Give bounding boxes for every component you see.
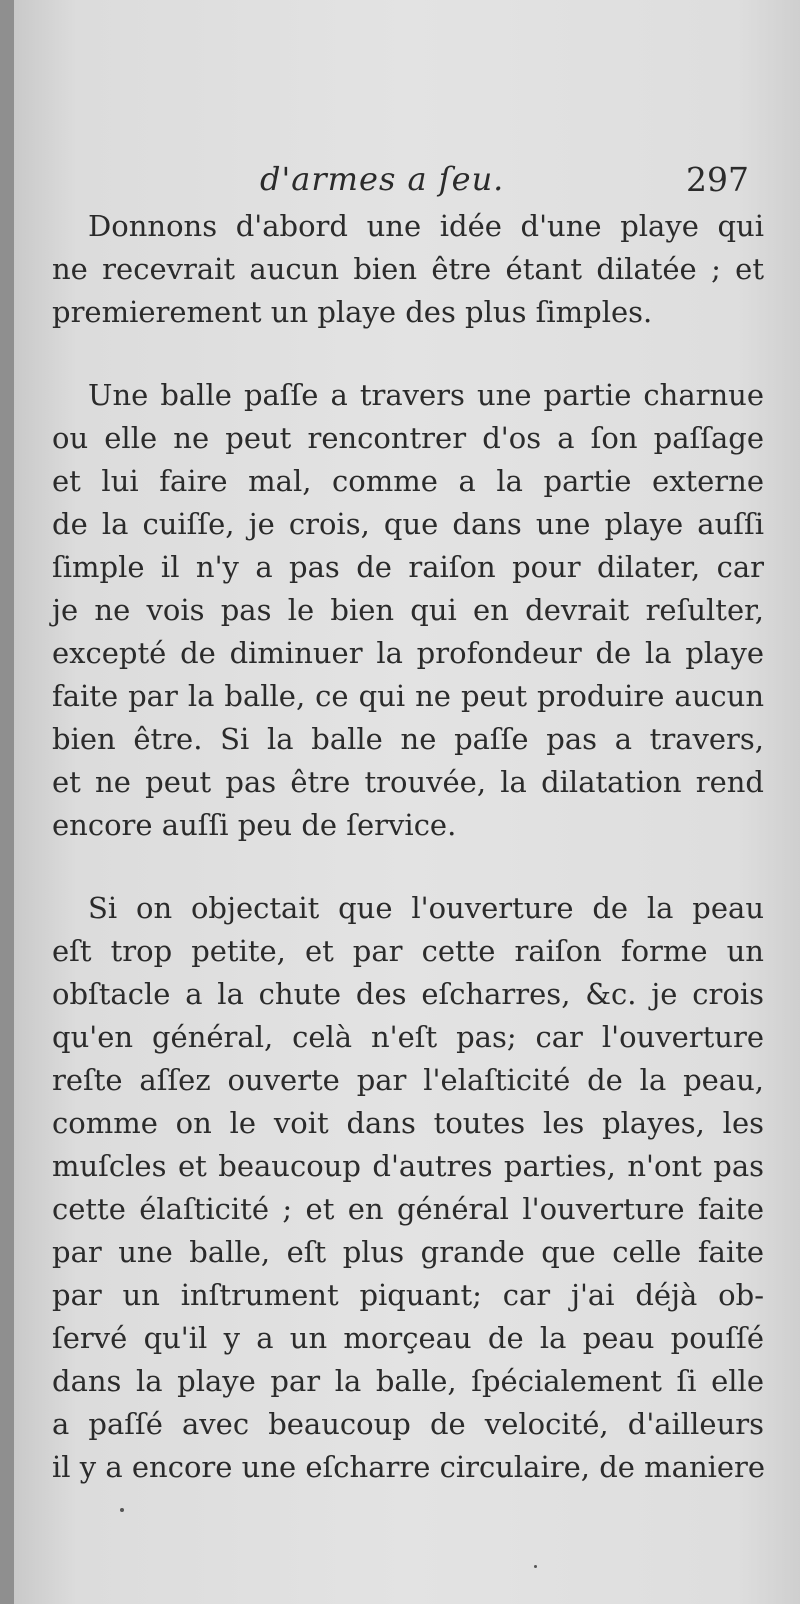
text-line: dans la playe par la balle, ſpécialement ſi elle — [52, 1364, 764, 1398]
book-page — [14, 0, 800, 1604]
text-line: ſimple il n'y a pas de raiſon pour dilater, car — [52, 550, 764, 584]
paper-speck — [120, 1508, 124, 1512]
text-line: qu'en général, celà n'eſt pas; car l'ouverture — [52, 1020, 764, 1054]
text-line: a paſſé avec beaucoup de velocité, d'ailleurs — [52, 1407, 764, 1441]
text-line: Donnons d'abord une idée d'une playe qui — [88, 209, 764, 243]
paragraph — [52, 205, 764, 334]
text-line: muſcles et beaucoup d'autres parties, n'ont pas — [52, 1149, 764, 1183]
text-line: faite par la balle, ce qui ne peut produire aucun — [52, 679, 764, 713]
text-line: excepté de diminuer la profondeur de la playe — [52, 636, 764, 670]
paragraph — [52, 374, 764, 847]
paragraph-gap — [52, 847, 764, 887]
text-line: je ne vois pas le bien qui en devrait reſulter, — [52, 593, 764, 627]
text-line: par un inſtrument piquant; car j'ai déjà ob- — [52, 1278, 764, 1312]
text-line: Une balle paſſe a travers une partie charnue — [88, 378, 764, 412]
text-line: eſt trop petite, et par cette raiſon forme un — [52, 934, 764, 968]
paper-speck — [534, 1565, 537, 1568]
page-number: 297 — [686, 160, 749, 199]
body-text — [52, 205, 764, 1489]
paragraph-gap — [52, 334, 764, 374]
text-line: bien être. Si la balle ne paſſe pas a travers, — [52, 722, 764, 756]
text-line: il y a encore une eſcharre circulaire, de maniere — [52, 1450, 766, 1484]
text-line: par une balle, eſt plus grande que celle faite — [52, 1235, 764, 1269]
text-line: encore auſſi peu de ſervice. — [52, 808, 457, 842]
text-line: et lui faire mal, comme a la partie externe — [52, 464, 764, 498]
text-line: obſtacle a la chute des eſcharres, &c. je crois — [52, 977, 764, 1011]
text-line: ne recevrait aucun bien être étant dilatée ; et — [52, 252, 764, 286]
page-header — [14, 160, 800, 210]
text-line: premierement un playe des plus ſimples. — [52, 295, 653, 329]
text-line: et ne peut pas être trouvée, la dilatation rend — [52, 765, 764, 799]
paragraph — [52, 887, 764, 1489]
text-line: ſervé qu'il y a un morçeau de la peau pouſſé — [52, 1321, 764, 1355]
text-line: Si on objectait que l'ouverture de la peau — [88, 891, 764, 925]
text-line: comme on le voit dans toutes les playes, les — [52, 1106, 764, 1140]
text-line: reſte aſſez ouverte par l'elaſticité de la peau, — [52, 1063, 764, 1097]
text-line: cette élaſticité ; et en général l'ouverture faite — [52, 1192, 764, 1226]
text-line: ou elle ne peut rencontrer d'os a ſon paſſage — [52, 421, 764, 455]
text-line: de la cuiſſe, je crois, que dans une playe auſſi — [52, 507, 764, 541]
running-title: d'armes a ſeu. — [260, 160, 505, 198]
